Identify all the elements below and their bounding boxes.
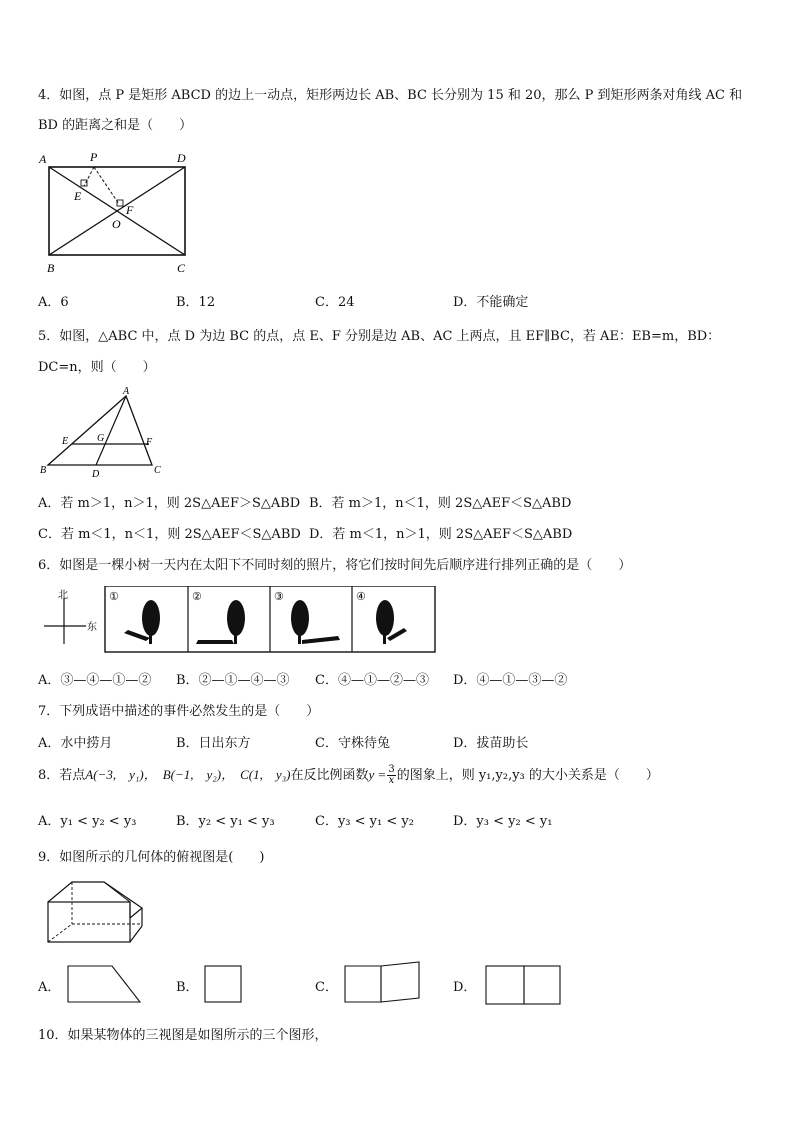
q4-label-A: A bbox=[39, 152, 47, 166]
q6-stem: 6．如图是一棵小树一天内在太阳下不同时刻的照片，将它们按时间先后顺序进行排列正确的是（ ） bbox=[38, 558, 632, 573]
q6-option-c[interactable]: C．④—①—②—③ bbox=[315, 673, 429, 688]
q9-option-a-shape[interactable] bbox=[66, 962, 144, 1006]
q4-label-B: B bbox=[47, 261, 55, 275]
q5-option-c[interactable]: C．若 m＜1，n＜1，则 2S△AEF＜S△ABD bbox=[38, 527, 301, 542]
q8-point-c: C(1, y₃) bbox=[240, 767, 291, 782]
q4-label-O: O bbox=[112, 217, 121, 231]
compass-north-label: 北 bbox=[58, 590, 68, 601]
q8-option-b[interactable]: B．y₂ < y₁ < y₃ bbox=[176, 814, 275, 829]
q8-fraction bbox=[387, 765, 395, 786]
q4-label-C: C bbox=[177, 261, 186, 275]
q6-option-d[interactable]: D．④—①—③—② bbox=[453, 673, 568, 688]
q8-option-a[interactable]: A．y₁ < y₂ < y₃ bbox=[38, 814, 137, 829]
q9-stem: 9．如图所示的几何体的俯视图是( ) bbox=[38, 850, 265, 865]
compass-east-label: 东 bbox=[87, 622, 97, 633]
q5-label-D: D bbox=[92, 469, 100, 480]
q5-label-G: G bbox=[97, 433, 105, 444]
q7-option-d[interactable]: D．拔苗助长 bbox=[453, 736, 529, 751]
q4-label-D: D bbox=[177, 151, 186, 165]
q8-point-a: A(−3, y₁)， bbox=[85, 767, 157, 782]
q8-mid: 在反比例函数 bbox=[290, 768, 369, 783]
q9-option-b-label[interactable]: B． bbox=[176, 980, 199, 995]
q6-option-a[interactable]: A．③—④—①—② bbox=[38, 673, 152, 688]
q8-option-c[interactable]: C．y₃ < y₁ < y₂ bbox=[315, 814, 414, 829]
q4-option-c[interactable]: C．24 bbox=[315, 295, 355, 310]
q5-stem-line2: DC=n，则（ ） bbox=[38, 360, 156, 375]
q9-option-c-label[interactable]: C． bbox=[315, 980, 338, 995]
q5-label-E: E bbox=[62, 436, 69, 447]
q7-option-a[interactable]: A．水中捞月 bbox=[38, 736, 113, 751]
q9-option-d-shape[interactable] bbox=[484, 962, 564, 1006]
q5-option-b[interactable]: B．若 m＞1，n＜1，则 2S△AEF＜S△ABD bbox=[309, 496, 572, 511]
q8-stem bbox=[38, 762, 659, 789]
q4-stem-line2: BD 的距离之和是（ ） bbox=[38, 118, 193, 133]
q8-prefix: 8．若点 bbox=[38, 768, 86, 783]
compass-icon bbox=[44, 589, 97, 644]
tree-1-icon bbox=[124, 600, 160, 644]
q9-option-d-label[interactable]: D． bbox=[453, 980, 477, 995]
q6-option-b[interactable]: B．②—①—④—③ bbox=[176, 673, 290, 688]
q7-stem: 7．下列成语中描述的事件必然发生的是（ ） bbox=[38, 704, 320, 719]
q4-stem-line1: 4．如图，点 P 是矩形 ABCD 的边上一动点，矩形两边长 AB、BC 长分别为 15 和 20，那么 P 到矩形两条对角线 AC 和 bbox=[38, 88, 743, 103]
tree-3-icon bbox=[291, 600, 340, 644]
panel-4-label: ④ bbox=[356, 591, 366, 603]
q8-func-lhs: y = bbox=[368, 767, 387, 782]
q5-label-A: A bbox=[123, 386, 130, 397]
q7-option-b[interactable]: B．日出东方 bbox=[176, 736, 251, 751]
q5-label-C: C bbox=[154, 465, 161, 476]
q9-option-b-shape[interactable] bbox=[202, 962, 246, 1006]
q4-option-d[interactable]: D．不能确定 bbox=[453, 295, 529, 310]
q5-option-a[interactable]: A．若 m＞1，n＞1，则 2S△AEF＞S△ABD bbox=[38, 496, 301, 511]
q4-label-F: F bbox=[126, 203, 134, 217]
panel-2-label: ② bbox=[192, 591, 202, 603]
q5-triangle-figure bbox=[36, 384, 170, 480]
q8-point-b: B(−1, y₂)， bbox=[162, 767, 235, 782]
q5-option-d[interactable]: D．若 m＜1，n＞1，则 2S△AEF＜S△ABD bbox=[309, 527, 573, 542]
q9-option-a-label[interactable]: A． bbox=[38, 980, 61, 995]
q4-label-P: P bbox=[90, 150, 98, 164]
q5-label-F: F bbox=[146, 437, 153, 448]
q10-stem: 10．如果某物体的三视图是如图所示的三个图形， bbox=[38, 1028, 328, 1043]
q5-stem-line1: 5．如图，△ABC 中，点 D 为边 BC 的点，点 E、F 分别是边 AB、AC 上两点，且 EF∥BC，若 AE：EB=m，BD： bbox=[38, 329, 721, 344]
q9-option-c-shape[interactable] bbox=[343, 960, 423, 1006]
q6-tree-photos bbox=[40, 586, 440, 656]
panel-3-label: ③ bbox=[274, 591, 284, 603]
q8-suffix: 的图象上，则 y₁,y₂,y₃ 的大小关系是（ ） bbox=[396, 768, 659, 783]
q4-option-a[interactable]: A．6 bbox=[38, 295, 69, 310]
panel-1-label: ① bbox=[109, 591, 119, 603]
tree-4-icon bbox=[376, 600, 407, 644]
q5-label-B: B bbox=[40, 465, 47, 476]
q8-option-d[interactable]: D．y₃ < y₂ < y₁ bbox=[453, 814, 553, 829]
q8-func-numerator: 3 bbox=[388, 764, 395, 775]
tree-2-icon bbox=[196, 600, 245, 644]
q4-rectangle-figure bbox=[36, 148, 196, 278]
q7-option-c[interactable]: C．守株待兔 bbox=[315, 736, 390, 751]
q9-solid-figure bbox=[44, 878, 148, 948]
q4-label-E: E bbox=[74, 189, 82, 203]
q8-func-denominator: x bbox=[388, 775, 395, 786]
q4-option-b[interactable]: B．12 bbox=[176, 295, 216, 310]
